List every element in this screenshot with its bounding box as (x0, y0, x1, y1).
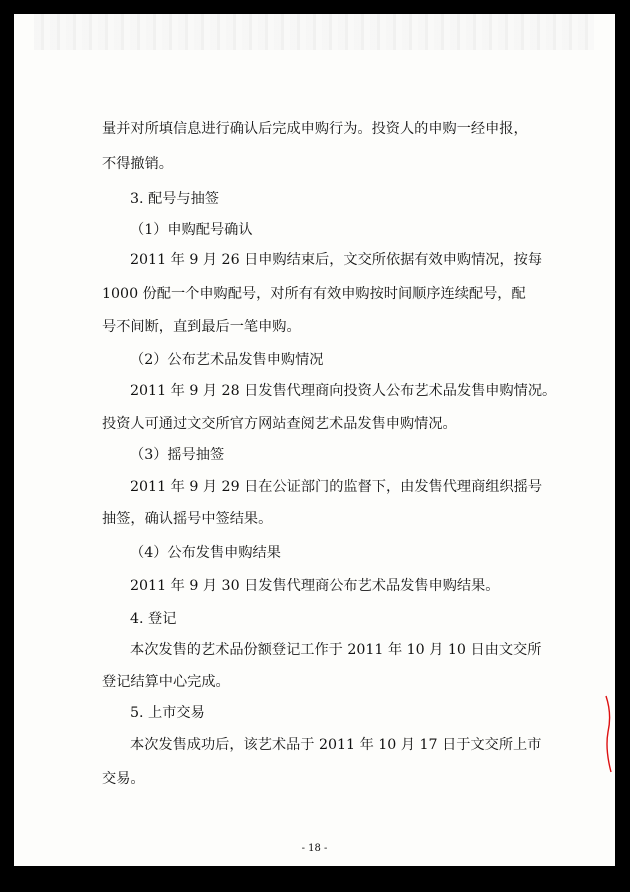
paragraph-line: 1000 份配一个申购配号，对所有有效申购按时间顺序连续配号，配 (102, 286, 526, 302)
paragraph-line: 登记结算中心完成。 (102, 674, 230, 690)
section-heading: 5. 上市交易 (130, 705, 205, 721)
paragraph-line: 抽签，确认摇号中签结果。 (102, 511, 273, 527)
red-seal-edge-mark (604, 694, 614, 774)
paragraph-line: 号不间断，直到最后一笔申购。 (102, 319, 301, 335)
paragraph-line: 2011 年 9 月 30 日发售代理商公布艺术品发售申购结果。 (130, 578, 500, 594)
paragraph-line: 2011 年 9 月 28 日发售代理商向投资人公布艺术品发售申购情况。 (130, 383, 557, 399)
paragraph-line: 本次发售的艺术品份额登记工作于 2011 年 10 月 10 日由文交所 (130, 642, 542, 658)
document-page (14, 14, 615, 866)
paragraph-line: 投资人可通过文交所官方网站查阅艺术品发售申购情况。 (102, 416, 457, 432)
paragraph-line: 量并对所填信息进行确认后完成申购行为。投资人的申购一经申报， (102, 121, 528, 137)
subsection-heading: （2）公布艺术品发售申购情况 (130, 352, 324, 368)
page-number: - 18 - (301, 843, 328, 854)
subsection-heading: （3）摇号抽签 (130, 447, 225, 463)
paragraph-line: 不得撤销。 (102, 156, 173, 172)
paragraph-line: 交易。 (102, 771, 145, 787)
section-heading: 3. 配号与抽签 (130, 191, 219, 207)
paragraph-line: 本次发售成功后，该艺术品于 2011 年 10 月 17 日于文交所上市 (130, 737, 542, 753)
subsection-heading: （1）申购配号确认 (130, 222, 253, 238)
subsection-heading: （4）公布发售申购结果 (130, 545, 281, 561)
paragraph-line: 2011 年 9 月 29 日在公证部门的监督下，由发售代理商组织摇号 (130, 479, 543, 495)
paragraph-line: 2011 年 9 月 26 日申购结束后，文交所依据有效申购情况，按每 (130, 252, 543, 268)
section-heading: 4. 登记 (130, 611, 177, 627)
scan-artifact-strip (34, 14, 594, 50)
